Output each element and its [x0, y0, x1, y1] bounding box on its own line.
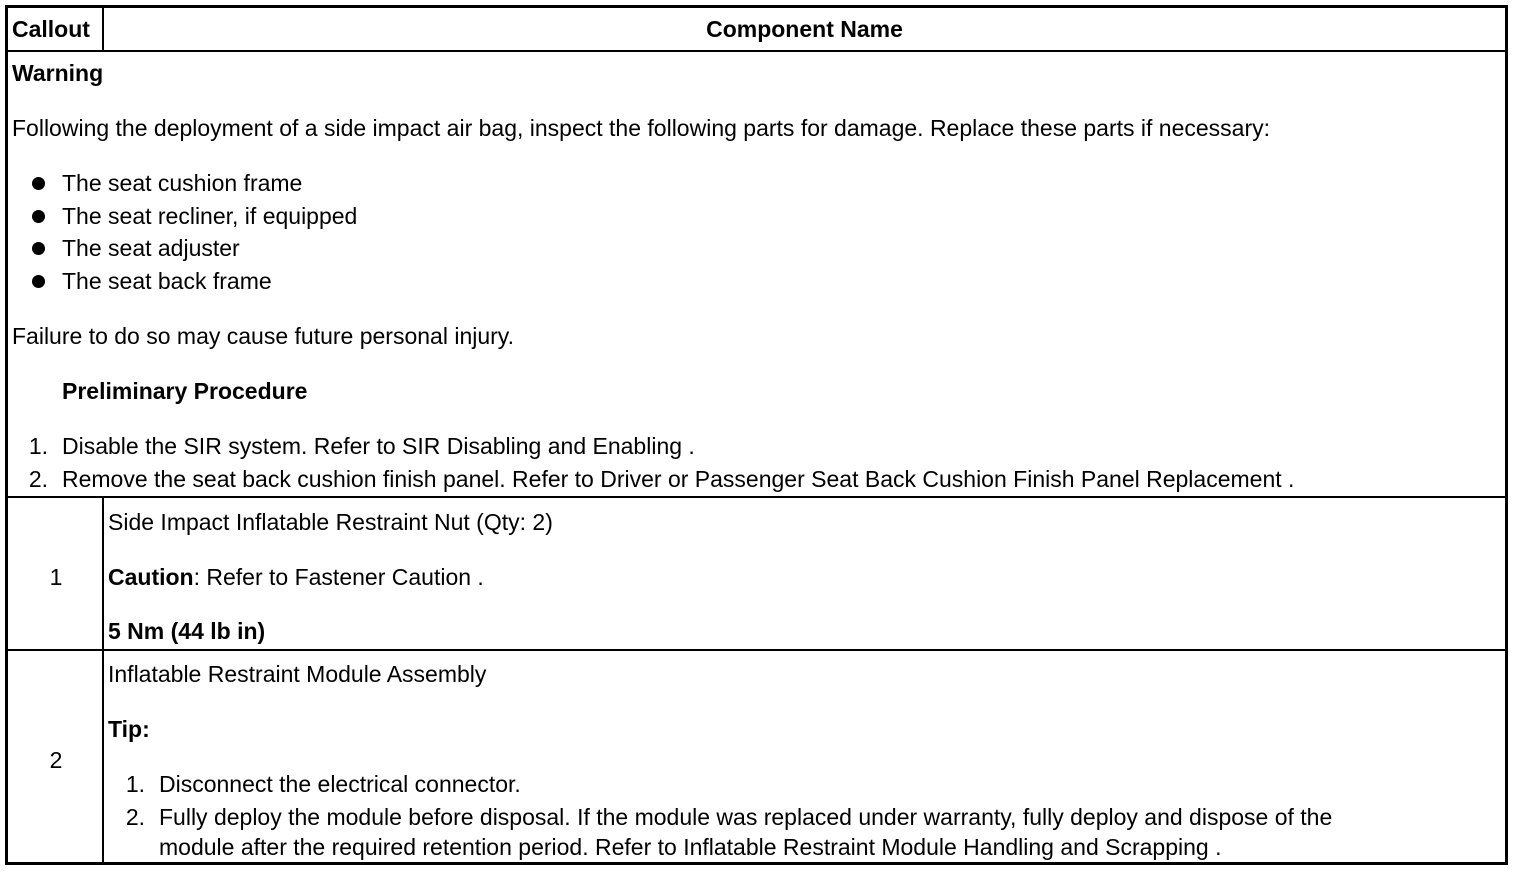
table-header-row — [8, 8, 1505, 52]
step-text: Disconnect the electrical connector. — [159, 771, 521, 797]
list-item: The seat recliner, if equipped — [62, 203, 358, 229]
header-callout: Callout — [8, 8, 104, 50]
bullet-icon — [32, 177, 45, 190]
caution-text: : Refer to Fastener Caution . — [193, 564, 484, 590]
component-name: Inflatable Restraint Module Assembly — [108, 661, 487, 687]
step-number: 1. — [125, 771, 145, 797]
component-table — [5, 5, 1508, 865]
list-item: The seat adjuster — [62, 235, 240, 261]
step-text: Disable the SIR system. Refer to SIR Disabling and Enabling . — [62, 433, 695, 459]
procedure-title: Preliminary Procedure — [62, 378, 308, 404]
callout-number: 1 — [49, 564, 63, 590]
caution-label: Caution — [108, 564, 194, 590]
step-number: 1. — [28, 433, 48, 459]
list-item: The seat cushion frame — [62, 170, 303, 196]
step-text: Remove the seat back cushion finish panel. Refer to Driver or Passenger Seat Back Cushion Finish Panel Replacement . — [62, 466, 1295, 492]
bullet-icon — [32, 242, 45, 255]
step-text-continued: module after the required retention period. Refer to Inflatable Restraint Module Handling and Scrapping . — [159, 834, 1222, 860]
tip-label: Tip: — [108, 716, 150, 742]
step-text: Fully deploy the module before disposal. If the module was replaced under warranty, fully deploy and dispose of the — [159, 804, 1333, 830]
warning-outro: Failure to do so may cause future personal injury. — [12, 323, 514, 349]
torque-spec: 5 Nm (44 lb in) — [108, 618, 266, 644]
header-component-name: Component Name — [706, 16, 903, 42]
step-number: 2. — [125, 804, 145, 830]
component-name: Side Impact Inflatable Restraint Nut (Qty: 2) — [108, 509, 553, 535]
step-number: 2. — [28, 466, 48, 492]
callout-number: 2 — [49, 747, 63, 773]
row-divider — [8, 496, 1505, 498]
warning-title: Warning — [12, 60, 104, 86]
bullet-icon — [32, 210, 45, 223]
row-divider — [8, 649, 1505, 651]
warning-intro: Following the deployment of a side impact air bag, inspect the following parts for damage. Replace these parts if necessary: — [12, 115, 1271, 141]
caution-line — [108, 563, 484, 591]
bullet-icon — [32, 275, 45, 288]
list-item: The seat back frame — [62, 268, 272, 294]
